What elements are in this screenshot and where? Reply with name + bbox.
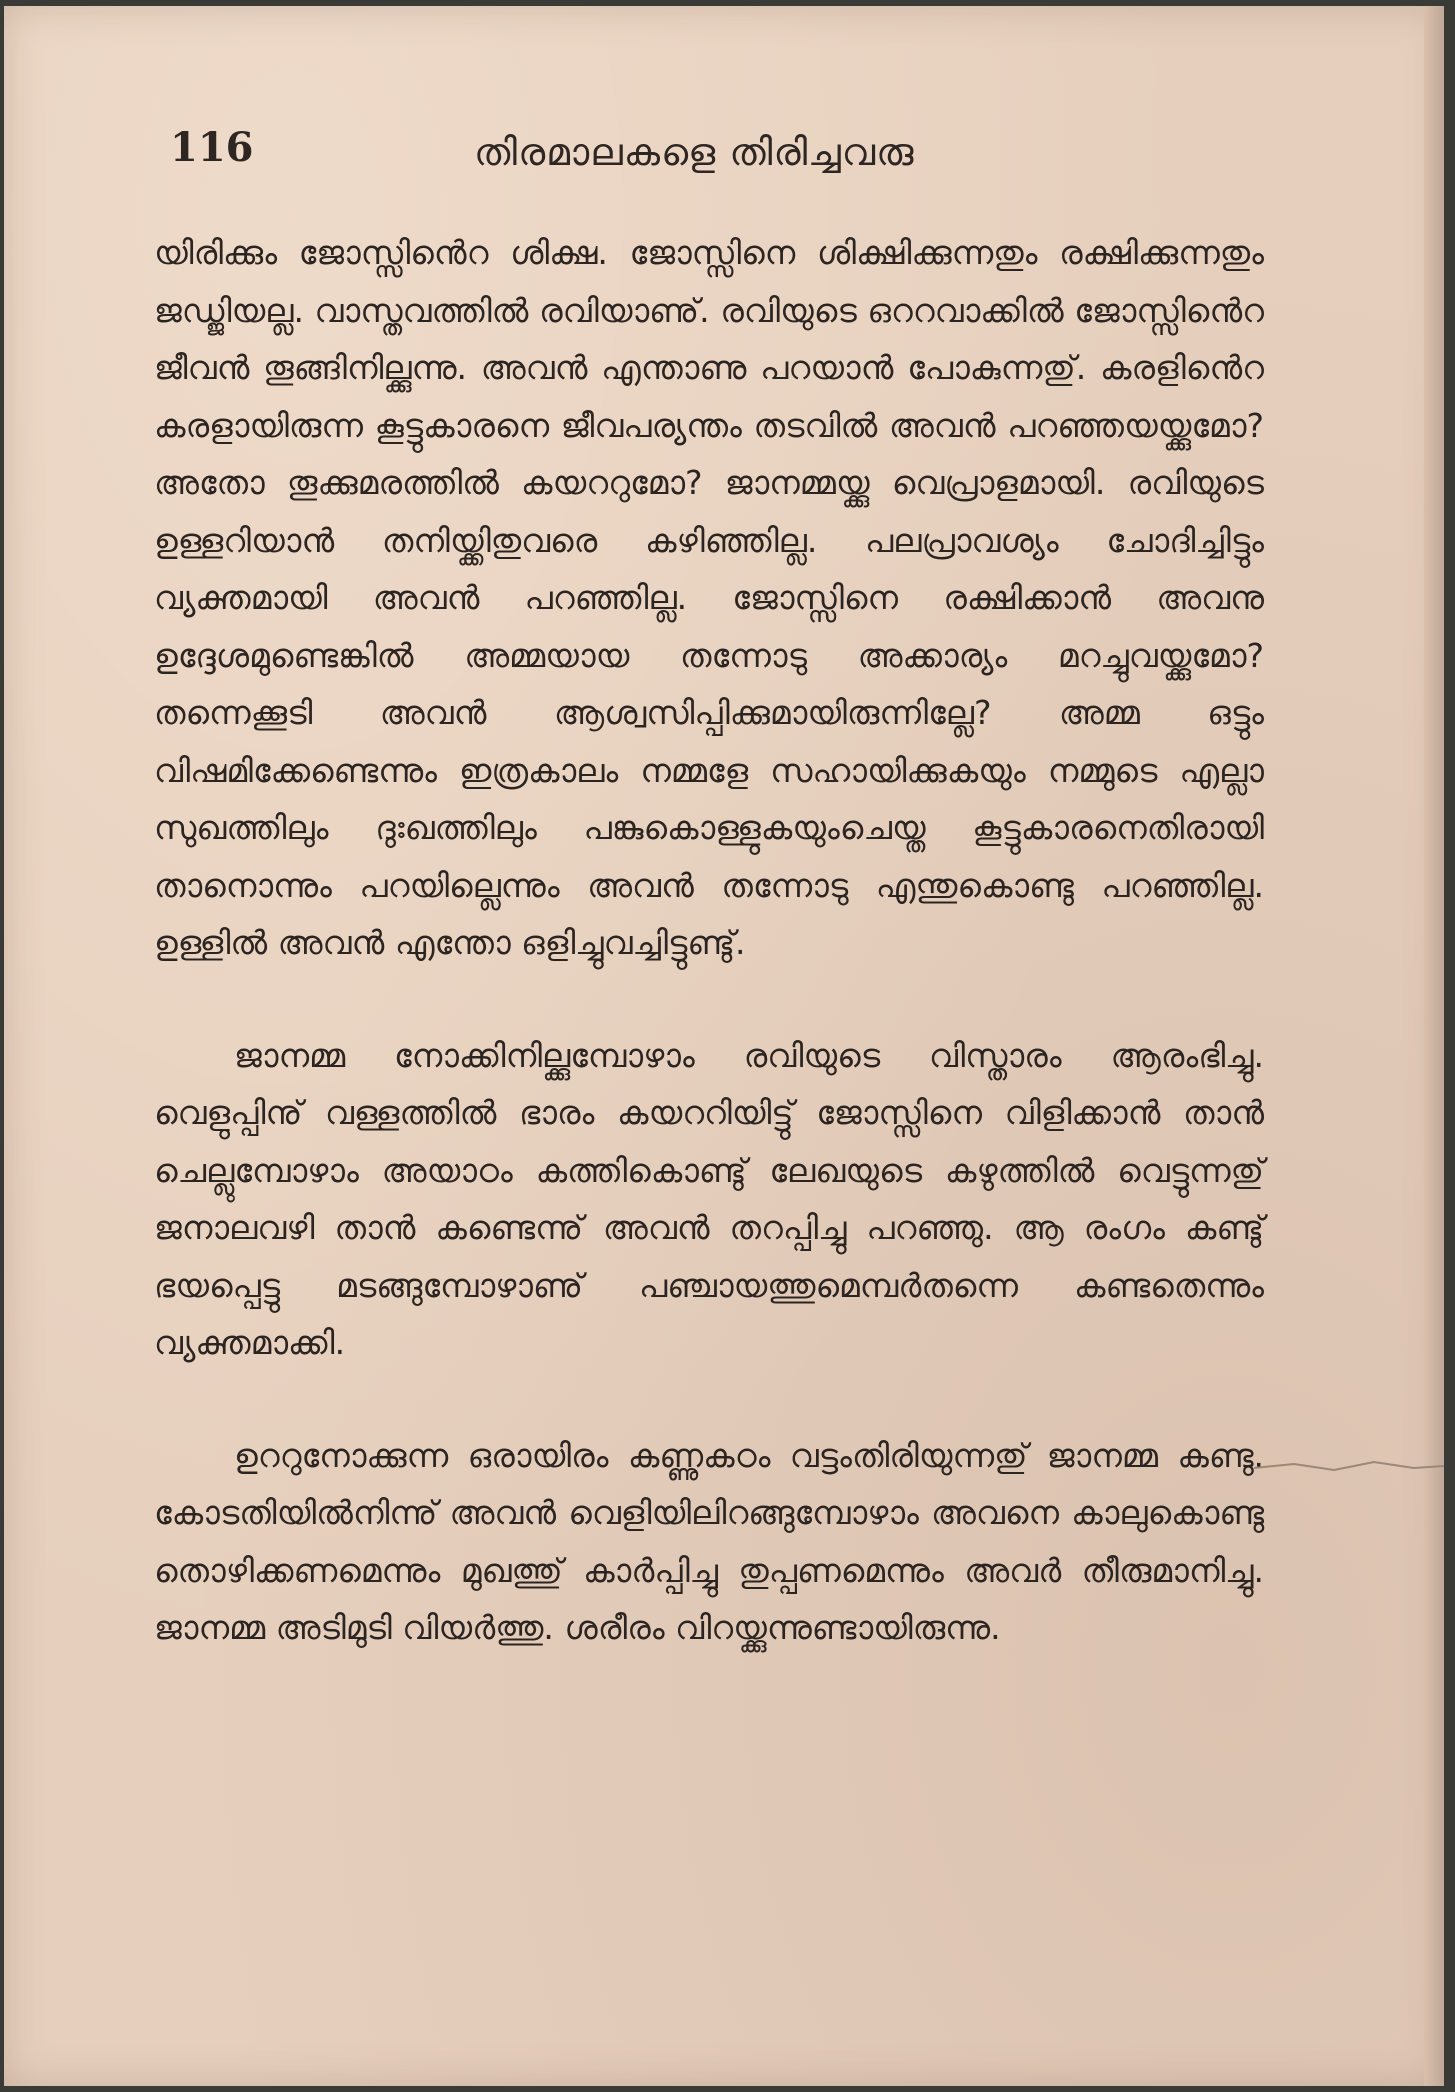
paragraph-3: ഉററുനോക്കുന്ന ഒരായിരം കണ്ണുകഠം വട്ടംതിരിയുന്നതു് ജാനമ്മ കണ്ടു. കോടതിയിൽനിന്നു് അവൻ വെളിയിലിറങ്ങുമ്പോഴാം അവനെ കാലുകൊണ്ടു തൊഴിക്കണമെന്നും മുഖത്തു് കാർപ്പിച്ചു തുപ്പണമെന്നും അവർ തീരുമാനിച്ചു. ജാനമ്മ അടിമുടി വിയർത്തു. ശരീരം വിറയ്ക്കുന്നുണ്ടായിരുന്നു. — [154, 1435, 1264, 1647]
book-page — [4, 6, 1444, 2086]
paragraph-1: യിരിക്കും ജോസ്സിൻെറ ശിക്ഷ. ജോസ്സിനെ ശിക്ഷിക്കുന്നതും രക്ഷിക്കുന്നതും ജഡ്ജിയല്ല. വാസ്തവത്തിൽ രവിയാണു്. രവിയുടെ ഒററവാക്കിൽ ജോസ്സിൻെറ ജീവൻ തൂങ്ങിനില്ക്കുന്നു. അവൻ എന്താണു പറയാൻ പോകുന്നതു്. കരളിൻെറ കരളായിരുന്ന കൂട്ടുകാരനെ ജീവപര്യന്തം തടവിൽ അവൻ പറഞ്ഞയയ്ക്കുമോ? അതോ തൂക്കുമരത്തിൽ കയററുമോ? ജാനമ്മയ്ക്കു വെപ്രാളമായി. രവിയുടെ ഉള്ളറിയാൻ തനിയ്ക്കിതുവരെ കഴിഞ്ഞില്ല. പലപ്രാവശ്യം ചോദിച്ചിട്ടും വ്യക്തമായി അവൻ പറഞ്ഞില്ല. ജോസ്സിനെ രക്ഷിക്കാൻ അവനു ഉദ്ദേശമുണ്ടെങ്കിൽ അമ്മയായ തന്നോടു അക്കാര്യം മറച്ചുവയ്ക്കുമോ? തന്നെക്കൂടി അവൻ ആശ്വസിപ്പിക്കുമായിരുന്നില്ലേ? അമ്മ ഒട്ടും വിഷമിക്കേണ്ടെന്നും ഇത്രകാലം നമ്മളേ സഹായിക്കുകയും നമ്മുടെ എല്ലാ സുഖത്തിലും ദുഃഖത്തിലും പങ്കുകൊള്ളുകയുംചെയ്ത കൂട്ടുകാരനെതിരായി താനൊന്നും പറയില്ലെന്നും അവൻ തന്നോടു എന്തുകൊണ്ടു പറഞ്ഞില്ല. ഉള്ളിൽ അവൻ എന്തോ ഒളിച്ചുവച്ചിട്ടുണ്ടു്. — [154, 233, 1264, 962]
running-title: തിരമാലകളെ തിരിച്ചവരു — [474, 130, 915, 174]
page-number: 116 — [170, 124, 254, 171]
page-tear-mark — [1254, 1446, 1444, 1486]
body-text — [154, 224, 1264, 1657]
page-header — [164, 124, 1264, 184]
page-edge — [1424, 6, 1444, 2086]
paragraph-2: ജാനമ്മ നോക്കിനില്ക്കുമ്പോഴാം രവിയുടെ വിസ്താരം ആരംഭിച്ചു. വെളുപ്പിനു് വള്ളത്തിൽ ഭാരം കയററിയിട്ടു് ജോസ്സിനെ വിളിക്കാൻ താൻ ചെല്ലുമ്പോഴാം അയാഠം കത്തികൊണ്ടു് ലേഖയുടെ കഴുത്തിൽ വെട്ടുന്നതു് ജനാലവഴി താൻ കണ്ടെന്നു് അവൻ തറപ്പിച്ചു പറഞ്ഞു. ആ രംഗം കണ്ടു് ഭയപ്പെട്ടു മടങ്ങുമ്പോഴാണു് പഞ്ചായത്തുമെമ്പർതന്നെ കണ്ടതെന്നും വ്യക്തമാക്കി. — [154, 1035, 1264, 1362]
